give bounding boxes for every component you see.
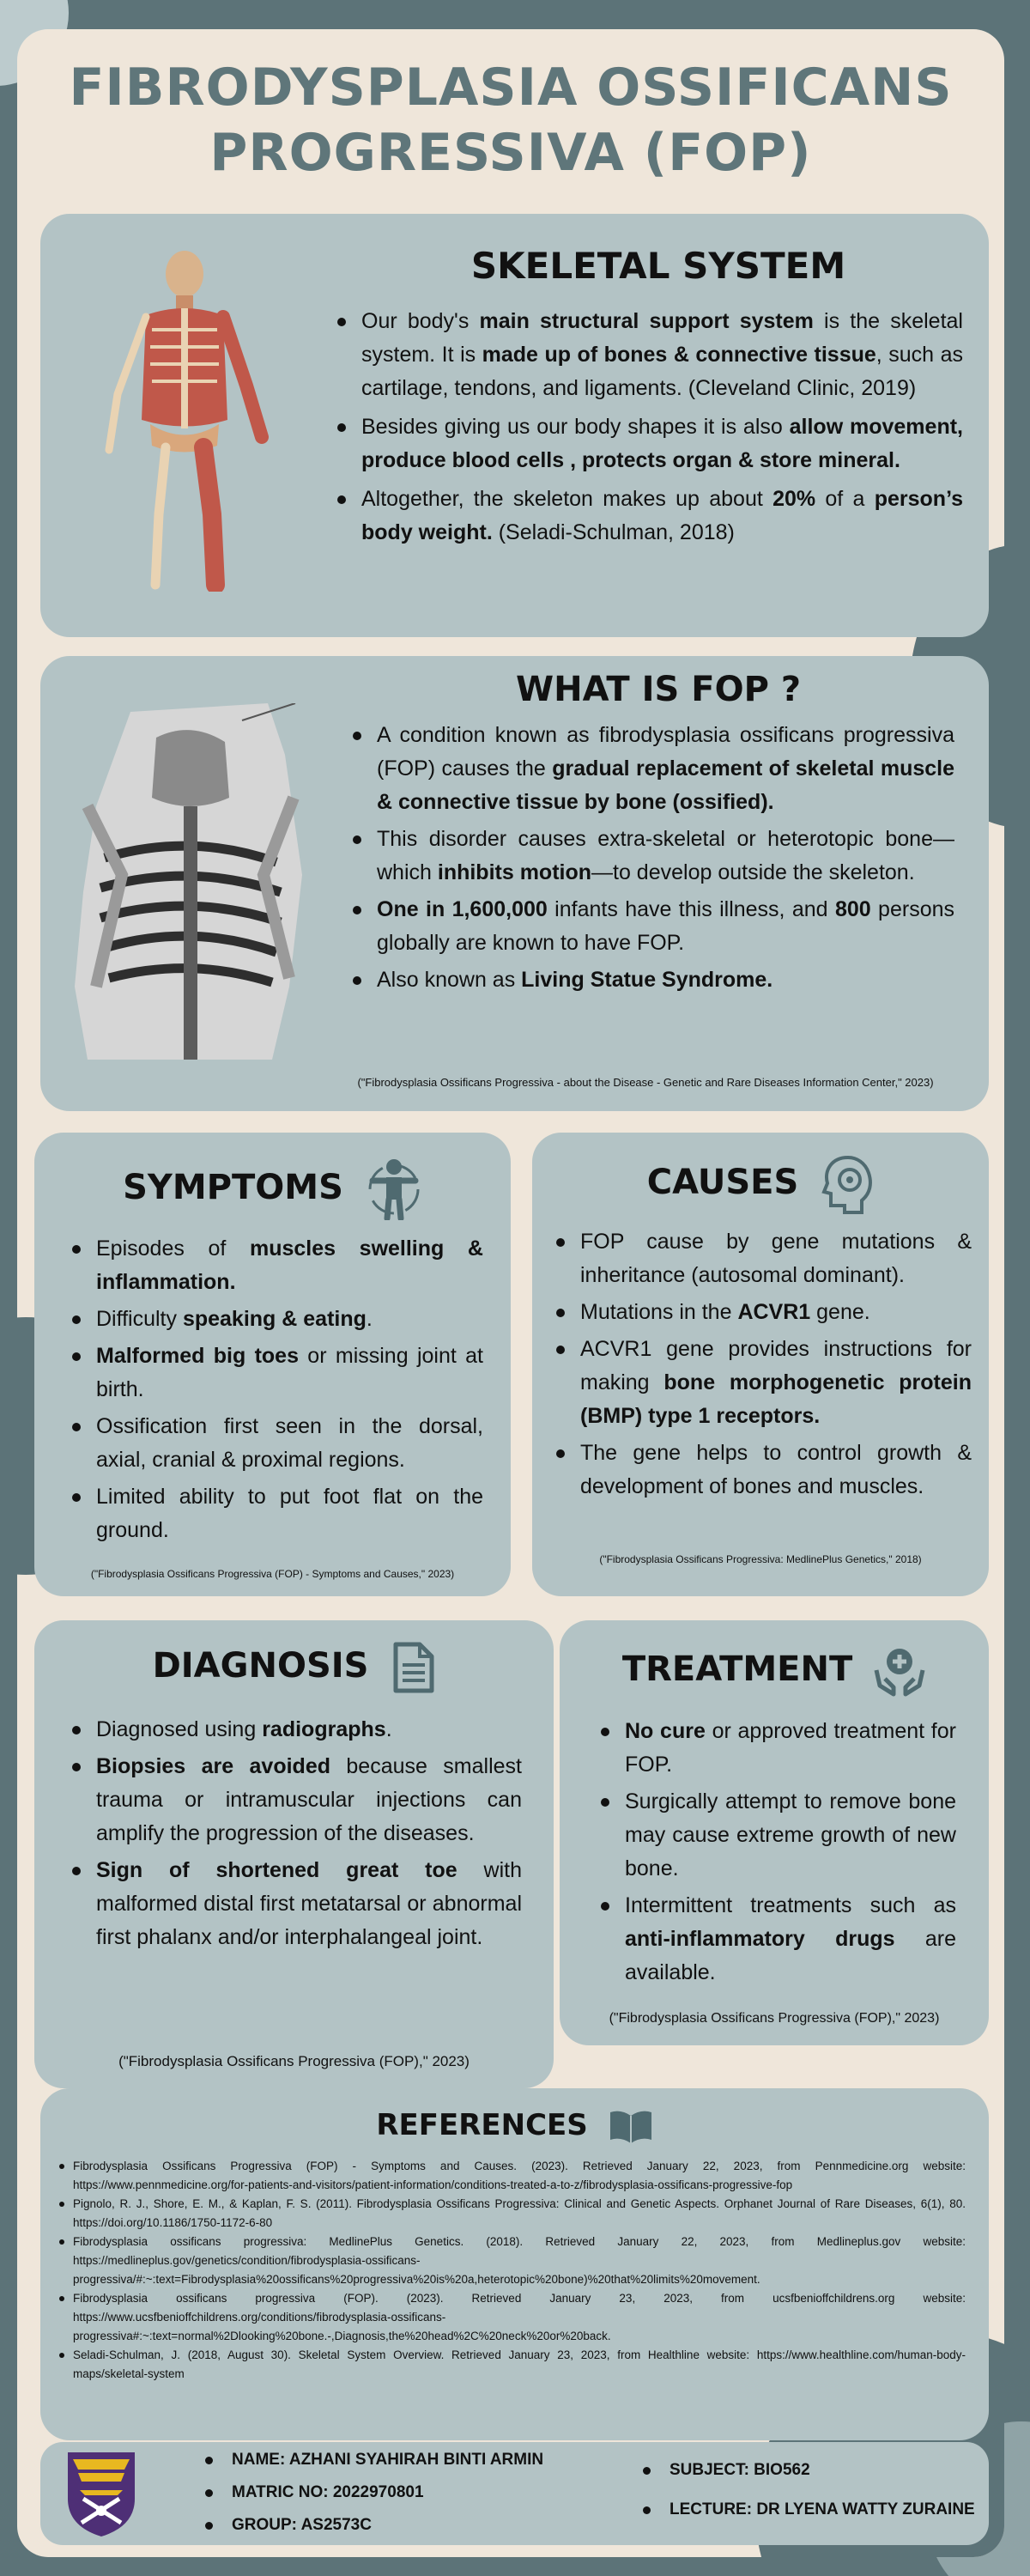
person-symptom-icon	[366, 1158, 422, 1220]
hands-plus-icon	[873, 1644, 926, 1698]
skeleton-illustration	[99, 248, 270, 592]
book-icon	[609, 2109, 653, 2145]
list-item: Biopsies are avoided because smallest trauma or intramuscular injections can amplify the progression of the diseases.	[67, 1750, 522, 1850]
section-heading	[34, 1158, 511, 1220]
list-item: Surgically attempt to remove bone may cause extreme growth of new bone.	[596, 1785, 956, 1886]
section-heading: WHAT IS FOP ?	[515, 670, 802, 709]
list-item: A condition known as fibrodysplasia ossificans progressiva (FOP) causes the gradual replacement of skeletal muscle & connective tissue by bone (ossified).	[348, 719, 954, 819]
list-item: The gene helps to control growth & development of bones and muscles.	[551, 1437, 972, 1504]
list-item: Intermittent treatments such as anti-inflammatory drugs are available.	[596, 1889, 956, 1990]
list-item: ACVR1 gene provides instructions for making bone morphogenetic protein (BMP) type 1 receptors.	[551, 1333, 972, 1433]
section-heading	[34, 1639, 554, 1694]
list-item: Episodes of muscles swelling & inflammation.	[67, 1232, 483, 1299]
list-item: Altogether, the skeleton makes up about 20% of a person’s body weight. (Seladi-Schulman, 2018)	[332, 483, 963, 550]
list-item: One in 1,600,000 infants have this illness, and 800 persons globally are known to have FOP.	[348, 893, 954, 960]
diagnosis-card	[34, 1620, 554, 2088]
reference-item: Fibrodysplasia Ossificans Progressiva (FOP) - Symptoms and Causes. (2023). Retrieved January 22, 2023, from Pennmedicine.org website: https://www.pennmedicine.org/for-patients-and-visitors/patient-information/conditions-treated-a-to-z/fibrodysplasia-ossificans-progressive-fop	[54, 2157, 966, 2195]
list-item: Diagnosed using radiographs.	[67, 1713, 522, 1747]
page-title-line: PROGRESSIVA (FOP)	[209, 123, 812, 183]
list-item: Mutations in the ACVR1 gene.	[551, 1296, 972, 1329]
section-heading	[40, 2100, 989, 2150]
skeletal-system-card	[40, 214, 989, 637]
matric-number: MATRIC NO: 2022970801	[205, 2483, 424, 2502]
list-item: Sign of shortened great toe with malformed distal first metatarsal or abnormal first phalanx and/or interphalangeal joint.	[67, 1854, 522, 1954]
reference-item: Pignolo, R. J., Shore, E. M., & Kaplan, F. S. (2011). Fibrodysplasia Ossificans Progressiva: Clinical and Genetic Aspects. Orphanet Journal of Rare Diseases, 6(1), 80. https://doi.org/10.1186/1750-1172-6-80	[54, 2195, 966, 2233]
skeletal-list	[332, 305, 963, 550]
list-item: Our body's main structural support system is the skeletal system. It is made up of bones & connective tissue, such as cartilage, tendons, and ligaments. (Cleveland Clinic, 2019)	[332, 305, 963, 405]
fop-list	[348, 719, 954, 997]
reference-item: Seladi-Schulman, J. (2018, August 30). Skeletal System Overview. Retrieved January 23, 2023, from Healthline website: https://www.healthline.com/human-body-maps/skeletal-system	[54, 2346, 966, 2384]
list-item: No cure or approved treatment for FOP.	[596, 1715, 956, 1782]
subject: SUBJECT: BIO562	[643, 2461, 810, 2480]
symptoms-card	[34, 1133, 511, 1596]
lecturer: LECTURE: DR LYENA WATTY ZURAINE	[643, 2500, 975, 2519]
list-item: Besides giving us our body shapes it is also allow movement, produce blood cells , protects organ & store mineral.	[332, 410, 963, 477]
list-item: Limited ability to put foot flat on the ground.	[67, 1480, 483, 1547]
list-item: Difficulty speaking & eating.	[67, 1303, 483, 1336]
section-heading: SKELETAL SYSTEM	[470, 245, 846, 287]
head-gear-icon	[821, 1154, 874, 1214]
list-item: FOP cause by gene mutations & inheritance (autosomal dominant).	[551, 1225, 972, 1292]
references-list	[54, 2157, 966, 2384]
list-item: Also known as Living Statue Syndrome.	[348, 963, 954, 997]
treatment-heading-text: TREATMENT	[621, 1649, 853, 1689]
university-crest-logo	[64, 2449, 138, 2538]
treatment-card	[560, 1620, 989, 2045]
causes-heading-text: CAUSES	[646, 1163, 799, 1202]
section-heading	[532, 1154, 989, 1214]
student-info-card	[40, 2442, 989, 2545]
causes-card	[532, 1133, 989, 1596]
citation: ("Fibrodysplasia Ossificans Progressiva: MedlinePlus Genetics," 2018)	[599, 1553, 922, 1565]
group: GROUP: AS2573C	[205, 2516, 372, 2535]
page-title	[17, 55, 1004, 185]
references-card	[40, 2088, 989, 2440]
causes-list	[551, 1225, 972, 1504]
list-item: Ossification first seen in the dorsal, axial, cranial & proximal regions.	[67, 1410, 483, 1477]
poster	[17, 29, 1004, 2557]
citation: ("Fibrodysplasia Ossificans Progressiva (FOP)," 2023)	[609, 2011, 940, 2026]
citation: ("Fibrodysplasia Ossificans Progressiva (FOP)," 2023)	[118, 2053, 470, 2069]
list-item: This disorder causes extra-skeletal or heterotopic bone—which inhibits motion—to develop outside the skeleton.	[348, 823, 954, 890]
reference-item: Fibrodysplasia ossificans progressiva: MedlinePlus Genetics. (2018). Retrieved January 22, 2023, from Medlineplus.gov website: https://medlineplus.gov/genetics/condition/fibrodysplasia-ossificans-progressiva/#:~:text=Fibrodysplasia%20ossificans%20progressiva%20is%20a,heterotopic%20bone)%20that%20limits%20movement.	[54, 2233, 966, 2289]
diagnosis-heading-text: DIAGNOSIS	[152, 1646, 369, 1686]
citation: ("Fibrodysplasia Ossificans Progressiva (FOP) - Symptoms and Causes," 2023)	[90, 1568, 455, 1580]
page-title-line: FIBRODYSPLASIA OSSIFICANS	[69, 58, 953, 118]
treatment-list	[596, 1715, 956, 1990]
symptoms-heading-text: SYMPTOMS	[123, 1168, 343, 1207]
section-heading	[560, 1643, 989, 1698]
citation: ("Fibrodysplasia Ossificans Progressiva - about the Disease - Genetic and Rare Diseases Information Center," 2023)	[357, 1076, 934, 1089]
fop-skeleton-illustration	[70, 703, 311, 1060]
what-is-fop-card	[40, 656, 989, 1111]
references-heading-text: REFERENCES	[376, 2108, 588, 2142]
reference-item: Fibrodysplasia ossificans progressiva (FOP). (2023). Retrieved January 23, 2023, from ucsfbenioffchildrens.org website: https://www.ucsfbenioffchildrens.org/conditions/fibrodysplasia-ossificans-progressiva#:~:text=normal%2Dlooking%20bone.-,Diagnosis,the%20head%2C%20neck%20or%20back.	[54, 2289, 966, 2346]
list-item: Malformed big toes or missing joint at birth.	[67, 1340, 483, 1406]
symptoms-list	[67, 1232, 483, 1547]
student-name: NAME: AZHANI SYAHIRAH BINTI ARMIN	[205, 2451, 543, 2470]
document-icon	[392, 1641, 435, 1694]
diagnosis-list	[67, 1713, 522, 1954]
